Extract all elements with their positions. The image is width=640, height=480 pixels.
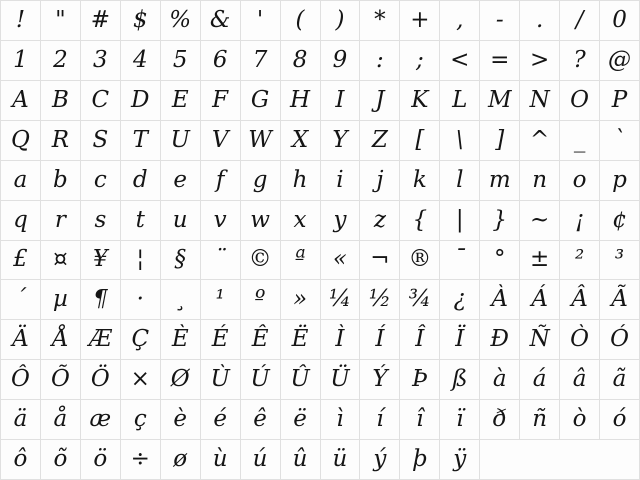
glyph-cell[interactable]: ò [560,400,599,439]
glyph-cell[interactable]: ² [560,241,599,280]
glyph-cell[interactable]: Z [360,121,399,160]
glyph-cell[interactable]: ? [560,41,599,80]
glyph-cell[interactable]: w [241,201,280,240]
glyph-cell[interactable]: ¹ [201,280,240,319]
glyph-cell[interactable]: A [1,81,40,120]
glyph-cell[interactable]: $ [121,1,160,40]
glyph-cell[interactable]: - [480,1,519,40]
glyph-cell[interactable]: ® [400,241,439,280]
glyph-cell[interactable]: G [241,81,280,120]
glyph-cell[interactable]: " [41,1,80,40]
glyph-cell[interactable]: ð [480,400,519,439]
glyph-cell[interactable]: u [161,201,200,240]
glyph-cell[interactable]: B [41,81,80,120]
glyph-cell[interactable]: ¾ [400,280,439,319]
glyph-cell[interactable]: å [41,400,80,439]
glyph-cell[interactable]: Ô [1,360,40,399]
glyph-cell[interactable]: Î [400,320,439,359]
glyph-cell[interactable]: Ç [121,320,160,359]
glyph-cell[interactable]: ã [600,360,639,399]
glyph-cell[interactable]: c [81,161,120,200]
glyph-cell[interactable]: ý [360,440,399,479]
glyph-cell[interactable]: ÿ [440,440,479,479]
glyph-cell[interactable]: / [560,1,599,40]
glyph-cell[interactable]: i [321,161,360,200]
glyph-cell[interactable]: > [520,41,559,80]
glyph-cell[interactable]: F [201,81,240,120]
glyph-cell[interactable]: W [241,121,280,160]
glyph-cell[interactable]: 8 [281,41,320,80]
glyph-cell[interactable]: Þ [400,360,439,399]
glyph-cell[interactable]: Ú [241,360,280,399]
glyph-cell[interactable]: ë [281,400,320,439]
glyph-cell[interactable]: Â [560,280,599,319]
glyph-cell[interactable]: ¸ [161,280,200,319]
glyph-cell[interactable]: 5 [161,41,200,80]
glyph-cell[interactable]: < [440,41,479,80]
glyph-cell[interactable]: Ë [281,320,320,359]
glyph-cell[interactable]: P [600,81,639,120]
glyph-cell[interactable]: f [201,161,240,200]
glyph-cell[interactable]: { [400,201,439,240]
glyph-cell[interactable]: ; [400,41,439,80]
glyph-cell[interactable]: Ö [81,360,120,399]
glyph-cell[interactable]: ¬ [360,241,399,280]
glyph-cell[interactable]: g [241,161,280,200]
glyph-cell[interactable]: 3 [81,41,120,80]
glyph-cell[interactable]: v [201,201,240,240]
glyph-cell[interactable]: Í [360,320,399,359]
glyph-cell[interactable]: Ó [600,320,639,359]
glyph-cell[interactable]: j [360,161,399,200]
glyph-cell[interactable]: Ò [560,320,599,359]
glyph-cell[interactable]: O [560,81,599,120]
glyph-cell[interactable]: Ü [321,360,360,399]
glyph-cell[interactable]: _ [560,121,599,160]
glyph-cell[interactable]: » [281,280,320,319]
glyph-cell[interactable]: æ [81,400,120,439]
glyph-cell[interactable]: p [600,161,639,200]
glyph-cell[interactable]: K [400,81,439,120]
glyph-cell[interactable]: Y [321,121,360,160]
glyph-cell[interactable]: Õ [41,360,80,399]
glyph-cell[interactable]: C [81,81,120,120]
glyph-cell[interactable]: « [321,241,360,280]
glyph-cell[interactable]: û [281,440,320,479]
glyph-cell[interactable]: ø [161,440,200,479]
glyph-cell[interactable]: n [520,161,559,200]
glyph-cell[interactable]: õ [41,440,80,479]
glyph-cell[interactable]: I [321,81,360,120]
glyph-cell[interactable]: T [121,121,160,160]
glyph-cell[interactable]: ñ [520,400,559,439]
glyph-cell[interactable]: b [41,161,80,200]
glyph-cell[interactable]: º [241,280,280,319]
glyph-cell[interactable]: E [161,81,200,120]
glyph-cell[interactable]: Ý [360,360,399,399]
glyph-cell[interactable]: * [360,1,399,40]
glyph-cell[interactable]: J [360,81,399,120]
glyph-cell[interactable]: ö [81,440,120,479]
glyph-cell[interactable]: ê [241,400,280,439]
glyph-cell[interactable]: D [121,81,160,120]
glyph-cell[interactable]: Ì [321,320,360,359]
glyph-cell[interactable]: ÷ [121,440,160,479]
glyph-cell[interactable]: X [281,121,320,160]
glyph-cell[interactable]: + [400,1,439,40]
glyph-cell[interactable]: 6 [201,41,240,80]
glyph-cell[interactable]: , [440,1,479,40]
glyph-cell[interactable]: â [560,360,599,399]
glyph-cell[interactable]: 0 [600,1,639,40]
glyph-cell[interactable]: # [81,1,120,40]
glyph-cell[interactable]: H [281,81,320,120]
glyph-cell[interactable]: ½ [360,280,399,319]
glyph-cell[interactable]: 1 [1,41,40,80]
glyph-cell[interactable]: U [161,121,200,160]
glyph-cell[interactable]: ´ [1,280,40,319]
glyph-cell[interactable]: q [1,201,40,240]
glyph-cell[interactable]: É [201,320,240,359]
glyph-cell[interactable]: © [241,241,280,280]
glyph-cell[interactable]: þ [400,440,439,479]
glyph-cell[interactable]: h [281,161,320,200]
glyph-cell[interactable]: & [201,1,240,40]
glyph-cell[interactable]: Q [1,121,40,160]
glyph-cell[interactable]: l [440,161,479,200]
glyph-cell[interactable]: 2 [41,41,80,80]
glyph-cell[interactable]: M [480,81,519,120]
glyph-cell[interactable]: à [480,360,519,399]
glyph-cell[interactable]: R [41,121,80,160]
glyph-cell[interactable]: [ [400,121,439,160]
empty-region [480,440,639,479]
glyph-cell[interactable]: ¥ [81,241,120,280]
glyph-cell[interactable]: Ã [600,280,639,319]
glyph-cell[interactable]: ¯ [440,241,479,280]
glyph-cell[interactable]: ì [321,400,360,439]
glyph-cell[interactable]: ¤ [41,241,80,280]
glyph-cell[interactable]: | [440,201,479,240]
glyph-cell[interactable]: 4 [121,41,160,80]
glyph-cell[interactable]: % [161,1,200,40]
glyph-cell[interactable]: ¦ [121,241,160,280]
glyph-cell[interactable]: r [41,201,80,240]
glyph-cell[interactable]: µ [41,280,80,319]
glyph-cell[interactable]: î [400,400,439,439]
glyph-cell[interactable]: Æ [81,320,120,359]
glyph-cell[interactable]: Ð [480,320,519,359]
glyph-cell[interactable]: ^ [520,121,559,160]
glyph-cell[interactable]: ¶ [81,280,120,319]
glyph-cell[interactable]: e [161,161,200,200]
glyph-cell[interactable]: £ [1,241,40,280]
glyph-cell[interactable]: ] [480,121,519,160]
glyph-cell[interactable]: ü [321,440,360,479]
glyph-cell[interactable]: ± [520,241,559,280]
glyph-cell[interactable]: Á [520,280,559,319]
glyph-cell[interactable]: ú [241,440,280,479]
glyph-cell[interactable]: Å [41,320,80,359]
glyph-cell[interactable]: L [440,81,479,120]
glyph-cell[interactable]: ï [440,400,479,439]
glyph-cell[interactable]: V [201,121,240,160]
glyph-cell[interactable]: ` [600,121,639,160]
glyph-cell[interactable]: x [281,201,320,240]
glyph-cell[interactable]: Ù [201,360,240,399]
glyph-cell[interactable]: m [480,161,519,200]
glyph-cell[interactable]: ¼ [321,280,360,319]
glyph-cell[interactable]: ° [480,241,519,280]
glyph-cell[interactable]: ó [600,400,639,439]
glyph-cell[interactable]: y [321,201,360,240]
glyph-cell[interactable]: d [121,161,160,200]
glyph-cell[interactable]: = [480,41,519,80]
glyph-cell[interactable]: . [520,1,559,40]
glyph-cell[interactable]: ¨ [201,241,240,280]
glyph-cell[interactable]: Ä [1,320,40,359]
glyph-cell[interactable]: Ê [241,320,280,359]
glyph-cell[interactable]: o [560,161,599,200]
glyph-cell[interactable]: k [400,161,439,200]
glyph-cell[interactable]: ç [121,400,160,439]
glyph-cell[interactable]: À [480,280,519,319]
glyph-cell[interactable]: é [201,400,240,439]
glyph-cell[interactable]: ! [1,1,40,40]
glyph-cell[interactable]: s [81,201,120,240]
glyph-cell[interactable]: ¿ [440,280,479,319]
glyph-cell[interactable]: : [360,41,399,80]
glyph-cell[interactable]: · [121,280,160,319]
glyph-cell[interactable]: ô [1,440,40,479]
glyph-cell[interactable]: § [161,241,200,280]
glyph-cell[interactable]: ¡ [560,201,599,240]
glyph-cell[interactable]: ) [321,1,360,40]
glyph-cell[interactable]: t [121,201,160,240]
glyph-cell[interactable]: ³ [600,241,639,280]
glyph-cell[interactable]: ä [1,400,40,439]
glyph-cell[interactable]: z [360,201,399,240]
glyph-cell[interactable]: 7 [241,41,280,80]
glyph-cell[interactable]: á [520,360,559,399]
glyph-cell[interactable]: ( [281,1,320,40]
glyph-cell[interactable]: ' [241,1,280,40]
glyph-cell[interactable]: í [360,400,399,439]
glyph-cell[interactable]: ß [440,360,479,399]
glyph-cell[interactable]: è [161,400,200,439]
glyph-cell[interactable]: a [1,161,40,200]
glyph-cell[interactable]: @ [600,41,639,80]
glyph-cell[interactable]: Ø [161,360,200,399]
glyph-cell[interactable]: ù [201,440,240,479]
glyph-cell[interactable]: Û [281,360,320,399]
glyph-cell[interactable]: ¢ [600,201,639,240]
glyph-cell[interactable]: ª [281,241,320,280]
glyph-cell[interactable]: È [161,320,200,359]
glyph-cell[interactable]: × [121,360,160,399]
glyph-cell[interactable]: S [81,121,120,160]
glyph-cell[interactable]: Ñ [520,320,559,359]
glyph-cell[interactable]: } [480,201,519,240]
glyph-cell[interactable]: 9 [321,41,360,80]
glyph-cell[interactable]: Ï [440,320,479,359]
glyph-cell[interactable]: N [520,81,559,120]
glyph-cell[interactable]: \ [440,121,479,160]
glyph-cell[interactable]: ~ [520,201,559,240]
